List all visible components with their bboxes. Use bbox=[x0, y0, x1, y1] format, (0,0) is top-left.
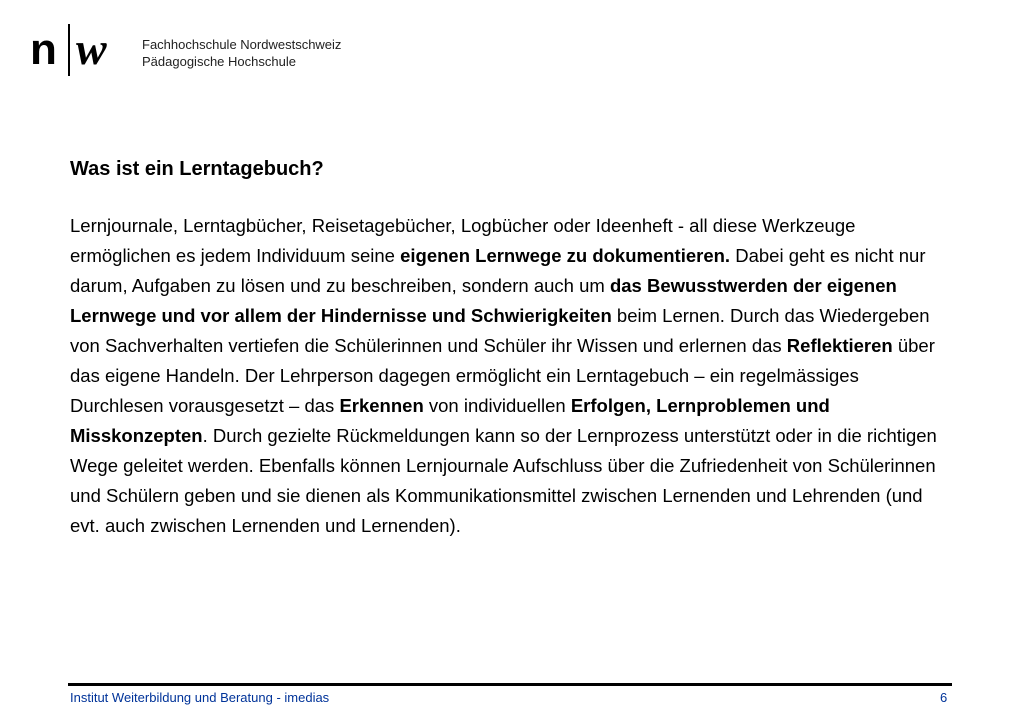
institution-name bbox=[142, 36, 341, 70]
body-bold-segment: das Bewusstwerden der eigenen Lernwege und vor allem der Hindernisse und Schwierigkeiten bbox=[70, 275, 897, 326]
page-number: 6 bbox=[940, 690, 948, 705]
slide-body bbox=[70, 211, 950, 541]
logo-letter-w: w bbox=[76, 23, 107, 74]
body-bold-segment: Erkennen bbox=[339, 395, 424, 416]
body-bold-segment: eigenen Lernwege zu dokumentieren. bbox=[400, 245, 731, 266]
body-text-segment: von individuellen bbox=[423, 395, 571, 416]
body-text-segment: über das eigene Handeln. Der Lehrperson dagegen ermöglicht ein Lerntagebuch – ein regelmässiges Durchlesen vorausgesetzt – das bbox=[70, 335, 935, 416]
institution-line-2: Pädagogische Hochschule bbox=[142, 54, 296, 69]
body-text-segment: beim Lernen. Durch das Wiedergeben von Sachverhalten vertiefen die Schülerinnen und Schüler ihr Wissen und erlernen das bbox=[70, 305, 930, 356]
body-text-segment: Lernjournale, Lerntagbücher, Reisetagebücher, Logbücher oder Ideenheft - all diese Werkzeuge ermöglichen es jedem Individuum seine bbox=[70, 215, 856, 266]
body-text-segment: Dabei geht es nicht nur darum, Aufgaben zu lösen und zu beschreiben, sondern auch um bbox=[70, 245, 926, 296]
logo-letter-n: n bbox=[30, 25, 56, 74]
body-bold-segment: Reflektieren bbox=[786, 335, 893, 356]
footer-divider bbox=[68, 683, 952, 686]
body-bold-segment: Erfolgen, Lernproblemen und Misskonzepten bbox=[70, 395, 830, 446]
logo-divider bbox=[68, 24, 70, 76]
footer-institute: Institut Weiterbildung und Beratung - imedias bbox=[70, 690, 330, 705]
institution-line-1: Fachhochschule Nordwestschweiz bbox=[142, 37, 342, 52]
slide-title: Was ist ein Lerntagebuch? bbox=[70, 158, 324, 180]
body-text-segment: . Durch gezielte Rückmeldungen kann so der Lernprozess unterstützt oder in die richtigen Wege geleitet werden. Ebenfalls können Lernjournale Aufschluss über die Zufriedenheit von Schülerinnen und Schülern geben und sie dienen als Kommunikationsmittel zwischen Lernenden und Lehrenden (und evt. auch zwischen Lernenden und Lernenden). bbox=[70, 425, 937, 536]
